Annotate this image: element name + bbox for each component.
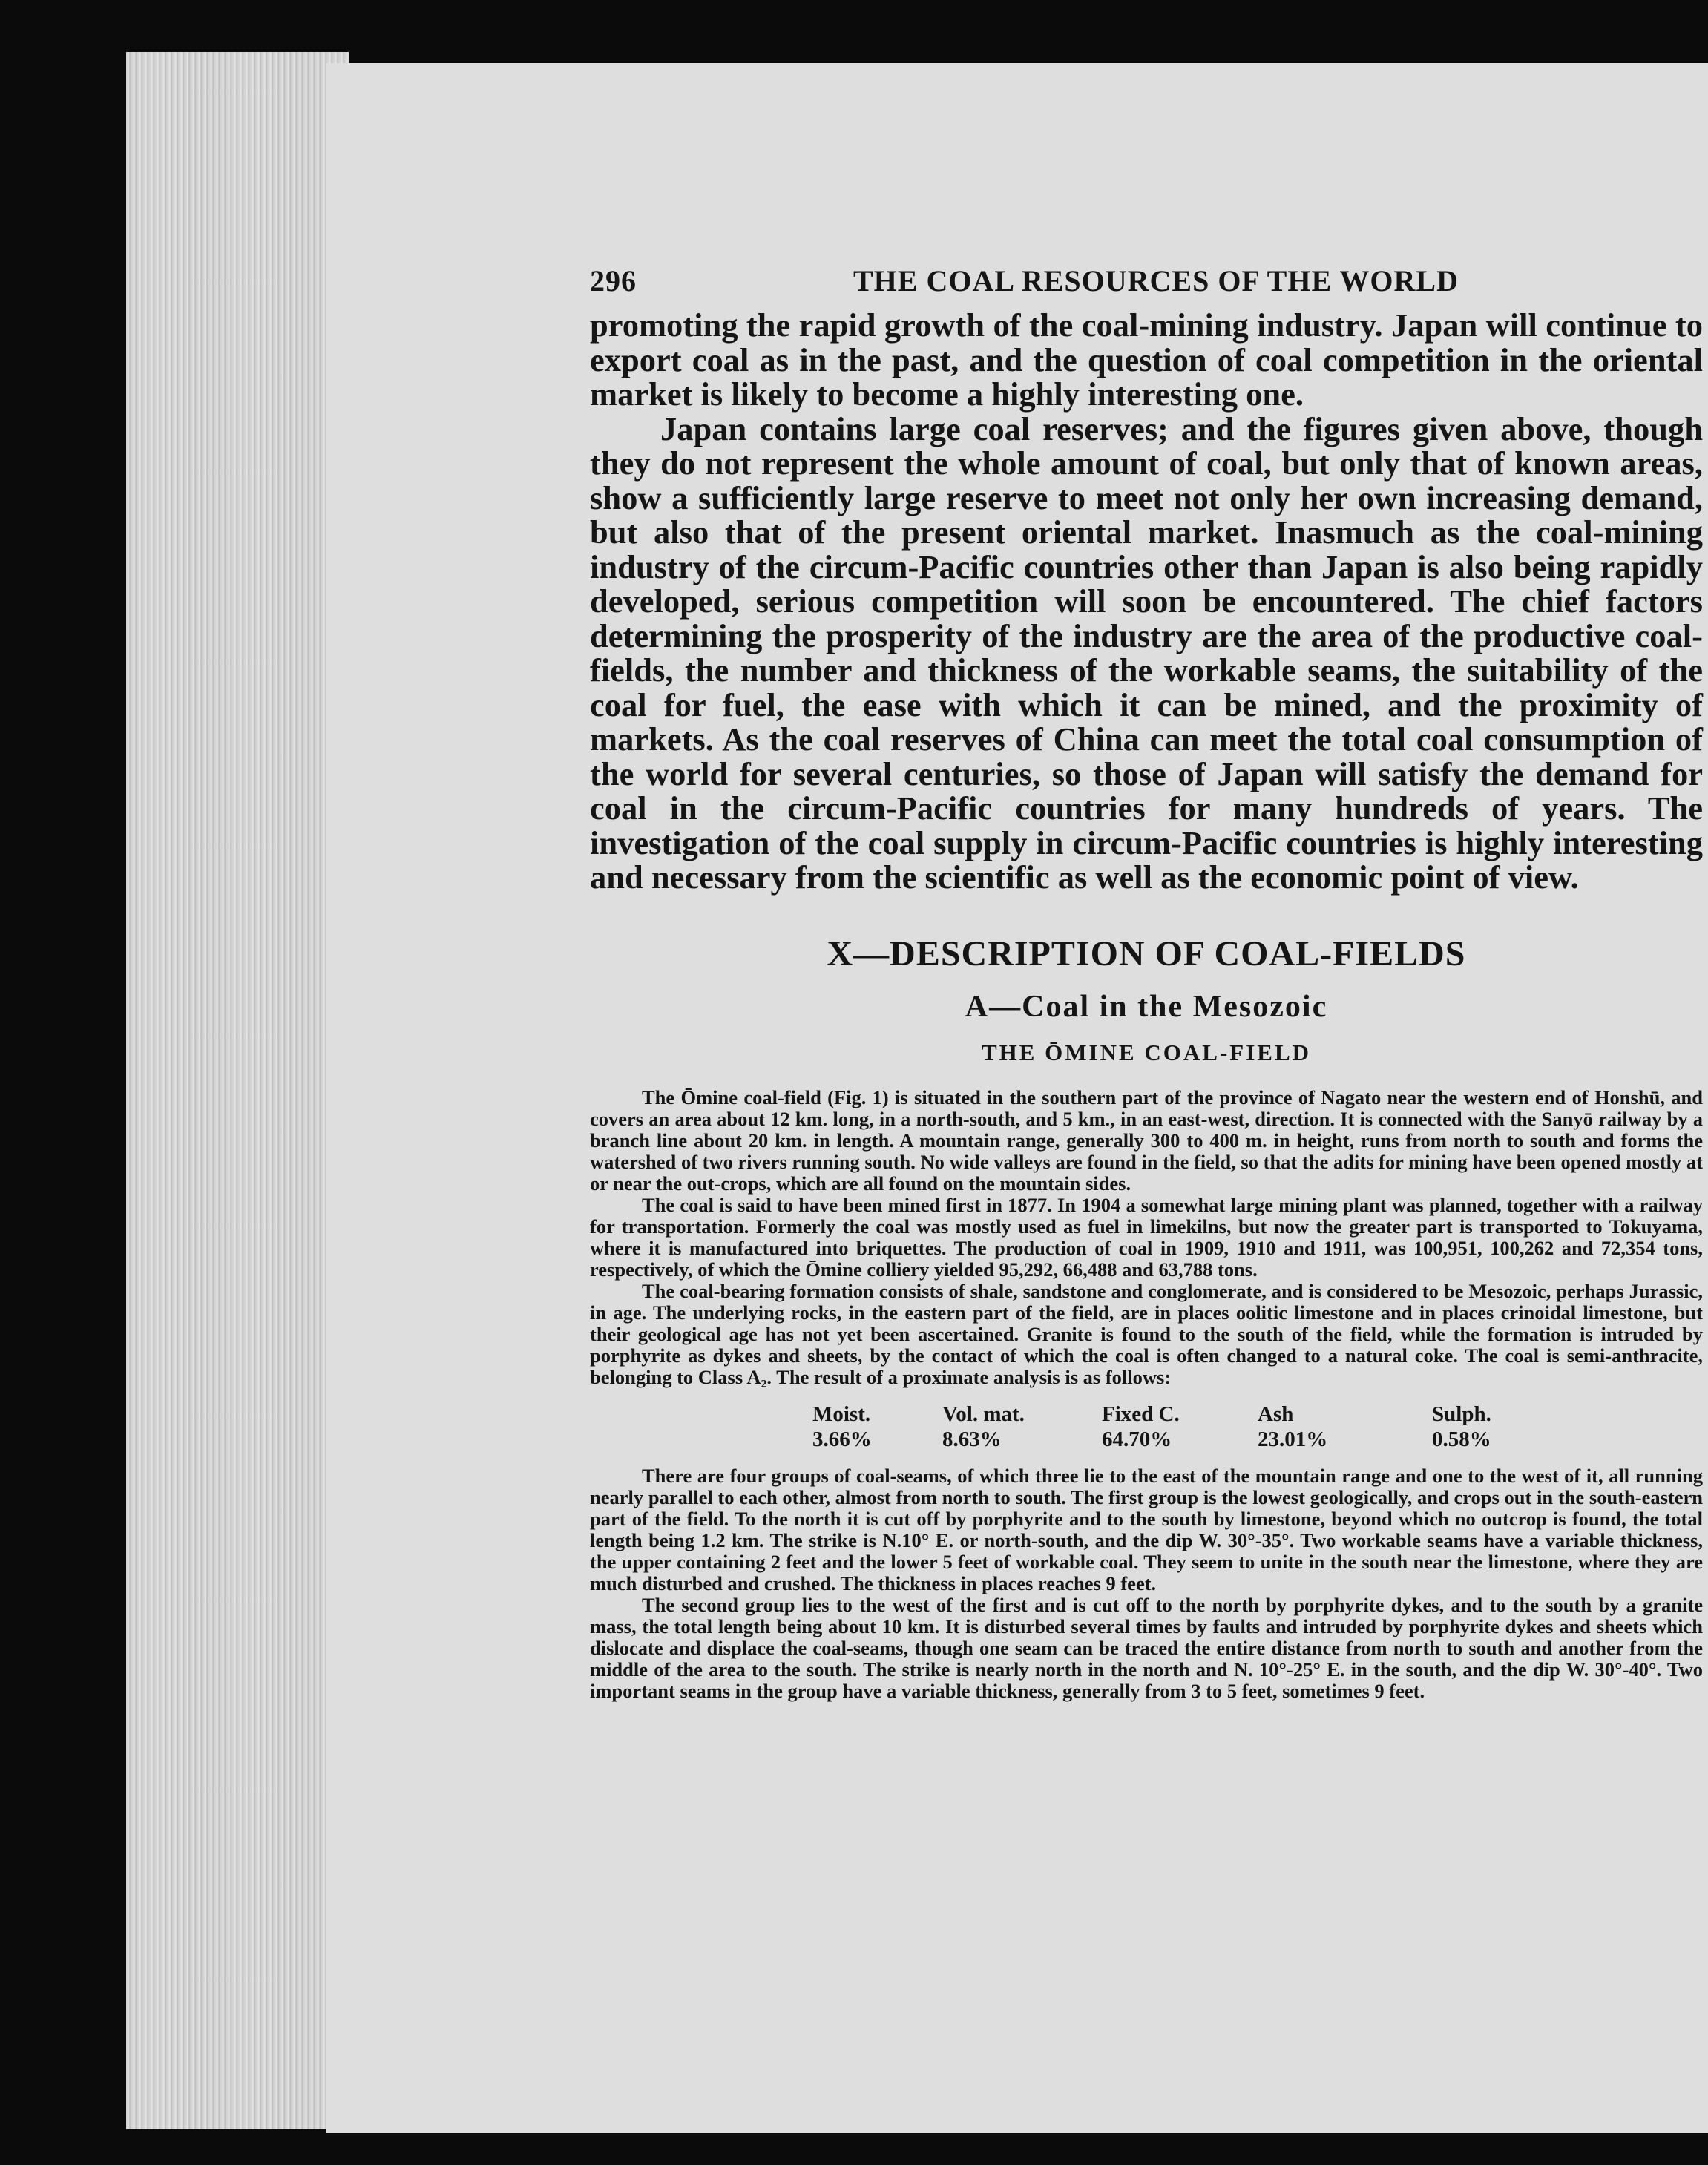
lead-paragraph-2: Japan contains large coal reserves; and the figures given above, though they do not represent the whole amount of coal, but only that of known areas, show a sufficiently large reserve to meet not only her own increasing demand, but also that of the present oriental market. Inasmuch as the coal-mining industry of the circum-Pacific countries other than Japan is also being rapidly developed, serious competition will soon be encountered. The chief factors determining the prosperity of the industry are the area of the productive coal-fields, the number and thickness of the workable seams, the suitability of the coal for fuel, the ease with which it can be mined, and the proximity of markets. As the coal reserves of China can meet the total coal consumption of the world for several centuries, so those of Japan will satisfy the demand for coal in the circum-Pacific countries for many hundreds of years. The investigation of the coal supply in circum-Pacific countries is highly interesting and necessary from the scientific as well as the economic point of view. [590,410,1703,896]
analysis-value-ash: 23.01% [1258,1427,1328,1451]
analysis-header-fixed-carbon: Fixed C. [1102,1402,1180,1426]
section-title: X—DESCRIPTION OF COAL-FIELDS [827,933,1466,973]
analysis-value-sulphur: 0.58% [1432,1427,1491,1451]
analysis-header-moisture: Moist. [812,1402,871,1426]
analysis-header-ash: Ash [1258,1402,1294,1426]
analysis-header-row [812,1402,1521,1427]
body-paragraph-5: The second group lies to the west of the first and is cut off to the north by porphyrite dykes, and to the south by a granite mass, the total length being about 10 km. It is disturbed several times by faults and intruded by porphyrite dykes and sheets which dislocate and displace the coal-seams, though one seam can be traced the entire distance from north to south and another from the middle of the area to the south. The strike is nearly north in the north and N. 10°-25° E. in the south, and the dip W. 30°-40°. Two important seams in the group have a variable thickness, generally from 3 to 5 feet, sometimes 9 feet. [590,1593,1703,1702]
body-paragraph-2: The coal is said to have been mined first in 1877. In 1904 a somewhat large mining plant was planned, together with a railway for transportation. Formerly the coal was mostly used as fuel in limekilns, but now the greater part is transported to Tokuyama, where it is manufactured into briquettes. The production of coal in 1909, 1910 and 1911, was 100,951, 100,262 and 72,354 tons, respectively, of which the Ōmine colliery yielded 95,292, 66,488 and 63,788 tons. [590,1193,1703,1281]
analysis-value-row [812,1427,1521,1452]
coal-field-title: THE ŌMINE COAL-FIELD [981,1039,1312,1065]
subsection-title: A—Coal in the Mesozoic [965,989,1328,1024]
body-text [590,1087,1703,1702]
analysis-value-fixed-carbon: 64.70% [1102,1427,1172,1451]
analysis-value-moisture: 3.66% [812,1427,872,1451]
page-content [590,263,1703,1702]
body-paragraph-3: The coal-bearing formation consists of shale, sandstone and conglomerate, and is considered to be Mesozoic, perhaps Jurassic, in age. The underlying rocks, in the eastern part of the field, are in places oolitic limestone and in places crinoidal limestone, but their geological age has not yet been ascertained. Granite is found to the south of the field, while the formation is intruded by porphyrite as dykes and sheets, by the contact of which the coal is often changed to a natural coke. The coal is semi-anthracite, belonging to Class A₂. The result of a proximate analysis is as follows: [590,1279,1703,1388]
lead-text [590,308,1703,895]
analysis-value-volatile: 8.63% [942,1427,1002,1451]
analysis-header-sulphur: Sulph. [1432,1402,1491,1426]
running-head [590,263,1703,308]
body-paragraph-1: The Ōmine coal-field (Fig. 1) is situated in the southern part of the province of Nagato near the western end of Honshū, and covers an area about 12 km. long, in a north-south, and 5 km., in an east-west, direction. It is connected with the Sanyō railway by a branch line about 20 km. in length. A mountain range, generally 300 to 400 m. in height, runs from north to south and forms the watershed of two rivers running south. No wide valleys are found in the field, so that the adits for mining have been opened mostly at or near the out-crops, which are all found on the mountain sides. [590,1085,1703,1195]
body-paragraph-4: There are four groups of coal-seams, of which three lie to the east of the mountain range and one to the west of it, all running nearly parallel to each other, almost from north to south. The first group is the lowest geologically, and crops out in the south-eastern part of the field. To the north it is cut off by porphyrite and to the south by limestone, beyond which no outcrop is found, the total length being 1.2 km. The strike is N.10° E. or north-south, and the dip W. 30°-35°. Two workable seams have a variable thickness, the upper containing 2 feet and the lower 5 feet of workable coal. They seem to unite in the south near the limestone, where they are much disturbed and crushed. The thickness in places reaches 9 feet. [590,1464,1703,1594]
lead-paragraph-1: promoting the rapid growth of the coal-mining industry. Japan will continue to export coal as in the past, and the question of coal competition in the oriental market is likely to become a highly interesting one. [590,306,1703,413]
proximate-analysis-table [812,1402,1521,1452]
book-title: THE COAL RESOURCES OF THE WORLD [853,264,1459,298]
book-page-edges [126,52,349,2129]
page-number: 296 [590,264,637,298]
analysis-header-volatile: Vol. mat. [942,1402,1025,1426]
